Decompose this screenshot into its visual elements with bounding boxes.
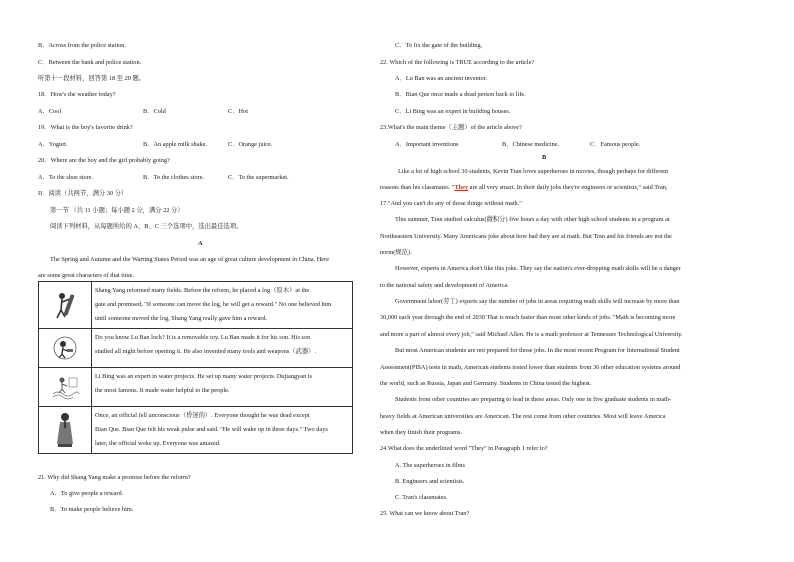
- q18-option: C．Hot: [228, 108, 248, 115]
- table-row: [39, 407, 353, 454]
- q23-option: C．Famous people.: [590, 141, 641, 148]
- question-23: 23.What's the main theme（主题）of the article above?: [380, 124, 522, 131]
- reading-instruction: 阅读下列材料，从每题所给的 A、B、C 三个选项中，选出最佳选项。: [50, 223, 243, 230]
- passage-text: This summer, Tran studied calculus(微积分) five hours a day with other high school students in a program at: [395, 216, 670, 223]
- q21-option: B．To make people believe him.: [50, 506, 134, 513]
- passage-text: Northeastern University. Many Americans joke about how bad they are at math. But Tran and his friends are not the: [380, 233, 672, 240]
- passage-text: Students from other countries are preparing to lead in these areas. Only one in five graduate students in math-: [395, 396, 672, 403]
- figure-with-log-icon: [42, 290, 88, 320]
- q19-option: B．An apple milk shake.: [143, 141, 208, 148]
- option-text: C．Between the bank and police station.: [38, 59, 142, 66]
- table-cell-image: [39, 282, 92, 329]
- passage-label: A: [198, 240, 203, 247]
- q20-option: C．To the supermarket.: [228, 174, 289, 181]
- table-cell-image: [39, 407, 92, 454]
- part-heading: 第一节 （共 11 小题；每小题 2 分，满分 22 分）: [50, 207, 184, 214]
- passage-text: when they finish their programs.: [380, 429, 463, 436]
- table-cell-image: [39, 329, 92, 368]
- q18-option: B．Cold: [143, 108, 166, 115]
- q22-option: C．Li Bing was an expert in building houses.: [395, 108, 511, 115]
- passage-text: 30,000 each year through the end of 2030 That is much faster than most other kinds of jobs. "Math is becoming more: [380, 314, 676, 321]
- passage-text: 17."And you can't do any of those things without math.": [380, 200, 522, 207]
- passage-text: But most American students are not prepared for those jobs. In the most recent Program for International Student: [395, 347, 680, 354]
- passage-text: However, experts in America don't like this joke. They say the nation's ever-dropping math skills will be a danger: [395, 265, 681, 272]
- table-cell-text: Once, an official fell unconscious（昏迷的）. Everyone thought he was dead except Bian Que. Bian Que felt his weak pulse and said. "He will wake up in three days." Two days later, the official woke up. Everyone was amazed.: [92, 407, 353, 454]
- q23-option: A．Important inventions: [395, 141, 459, 148]
- table-row: [39, 329, 353, 368]
- passage-text: the world, such as Russia, Japan and Germany. Students in China tested the highest.: [380, 380, 592, 387]
- question-19: 19．What is the boy's favorite drink?: [38, 124, 133, 131]
- table-cell-text: Do you know Lu Ban lock? It is a removable toy. Lu Ban made it for his son. His son studied all night before opening it. He also invented many tools and weapons（武器）.: [92, 329, 353, 368]
- passage-text: Government labor(劳工) experts say the number of jobs in areas requiring math skills will increase by more than: [395, 298, 680, 305]
- passage-intro: are some great characters of that time.: [38, 272, 134, 279]
- question-24: 24.What does the underlined word "They" in Paragraph 1 refer to?: [380, 445, 548, 452]
- listening-instruction: 听第十一段材料，回答第 18 至 20 题。: [38, 75, 146, 82]
- q20-option: B．To the clothes store.: [143, 174, 205, 181]
- passage-intro: The Spring and Autumn and the Warring States Period was an age of great culture development in China. Here: [50, 256, 329, 263]
- q24-option: A. The superheroes in films: [395, 462, 466, 469]
- characters-table: [38, 281, 353, 454]
- underlined-word: They: [454, 184, 469, 191]
- water-project-icon: [42, 374, 88, 400]
- carpenter-icon: [42, 335, 88, 361]
- question-21: 21. Why did Shang Yang make a promise before the reform?: [38, 474, 191, 481]
- passage-text: Assessment(PISA) tests in math, American students tested lower than students from 36 other education systems around: [380, 364, 681, 371]
- passage-text: and more a part of almost every job," said Michael Allen. He is a math professor at Tennessee Technological University.: [380, 331, 683, 338]
- question-18: 18．How's the weather today?: [38, 91, 116, 98]
- passage-text: heavy fields at American universities are American. The rest come from other countries. Most will leave America: [380, 413, 666, 420]
- q24-option: C. Tran's classmates.: [395, 494, 448, 501]
- table-row: [39, 368, 353, 407]
- q22-option: A．Lu Ban was an ancient inventor.: [395, 75, 487, 82]
- question-20: 20．Where are the boy and the girl probably going?: [38, 157, 170, 164]
- question-25: 25. What can we know about Tran?: [380, 510, 470, 517]
- table-row: [39, 282, 353, 329]
- section-heading: II．阅读（共两节，满分 30 分）: [38, 190, 128, 197]
- passage-text: reasons than his classmates. "They are all very smart. In their daily jobs they're engineers or scientists," said Tran,: [380, 184, 668, 191]
- passage-text: to the national safety and development of America.: [380, 282, 509, 289]
- q21-option: C．To fix the gate of the building.: [395, 42, 483, 49]
- table-cell-text: Shang Yang reformed many fields. Before the reform, he placed a log（原木）at the gate and promised, "If someone can move the log, he will get a reward." No one believed him until someone moved the log, Shang Yang really gave him a reward.: [92, 282, 353, 329]
- table-cell-text: Li Bing was an expert in water projects. He set up many water projects. Dujiangyan is the most famous. It made water helpful to the people.: [92, 368, 353, 407]
- table-cell-image: [39, 368, 92, 407]
- q23-option: B．Chinese medicine.: [502, 141, 560, 148]
- passage-text: norm(规范).: [380, 249, 412, 256]
- passage-label: B: [542, 154, 547, 161]
- passage-text: Like a lot of high school 30 students, Kevin Tran loves superheroes in movies, though perhaps for different: [398, 168, 669, 175]
- q24-option: B. Engineers and scientists.: [395, 478, 465, 485]
- doctor-icon: [42, 410, 88, 450]
- q21-option: A．To give people a reward.: [50, 490, 124, 497]
- q19-option: A．Yogurt.: [38, 141, 68, 148]
- question-22: 22. Which of the following is TRUE according to the article?: [380, 59, 535, 66]
- q22-option: B．Bian Que once made a dead person back to life.: [395, 91, 526, 98]
- q19-option: C．Orange juice.: [228, 141, 273, 148]
- q18-option: A．Cool: [38, 108, 62, 115]
- q20-option: A．To the shoe store.: [38, 174, 94, 181]
- option-text: B．Across from the police station.: [38, 42, 126, 49]
